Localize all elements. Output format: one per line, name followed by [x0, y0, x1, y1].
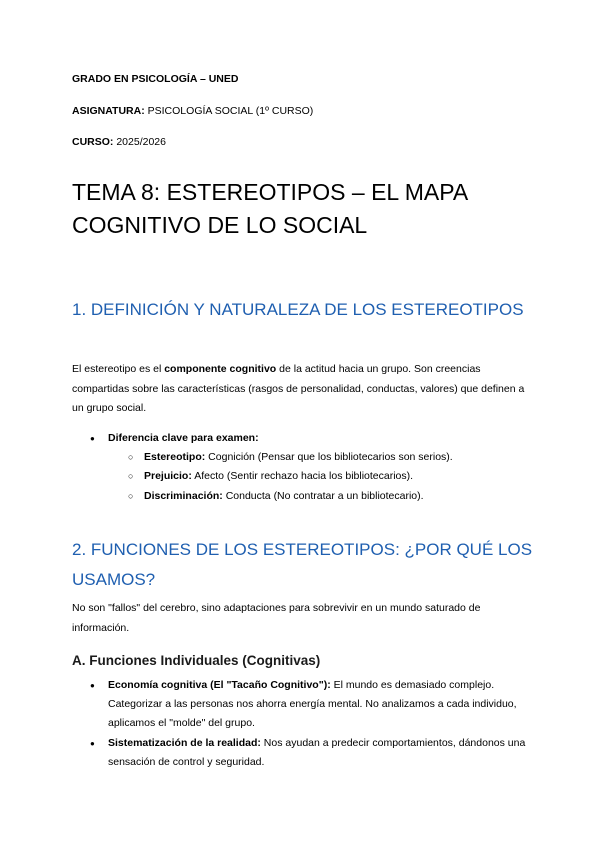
- section1-paragraph: [72, 360, 532, 419]
- document-title: TEMA 8: ESTEREOTIPOS – EL MAPA COGNITIVO DE LO SOCIAL: [72, 179, 467, 238]
- section2-heading: 2. FUNCIONES DE LOS ESTEREOTIPOS: ¿POR QUÉ LOS USAMOS?: [72, 540, 533, 589]
- bullet-dot-icon: ●: [90, 434, 95, 443]
- subject-label: ASIGNATURA:: [72, 105, 145, 117]
- section1-heading: 1. DEFINICIÓN Y NATURALEZA DE LOS ESTEREOTIPOS: [72, 300, 524, 319]
- subject-line: [72, 104, 313, 118]
- bullet-key-difference-label: Diferencia clave para examen:: [108, 432, 259, 444]
- course-line: [72, 135, 166, 149]
- section1-para-before: El estereotipo es el: [72, 363, 165, 375]
- sub-bullet-label: Prejuicio:: [144, 470, 192, 482]
- bullet-item: [90, 676, 538, 733]
- course-value: 2025/2026: [113, 136, 166, 148]
- bullet-label: Sistematización de la realidad:: [108, 737, 261, 749]
- bullet-text: El mundo es demasiado complejo. Categorizar a las personas nos ahorra energía mental. No analizamos a cada individuo, aplicamos el "molde" del grupo.: [108, 679, 517, 729]
- bullet-dot-icon: ●: [90, 739, 95, 748]
- section2-paragraph: No son "fallos" del cerebro, sino adaptaciones para sobrevivir en un mundo saturado de información.: [72, 602, 481, 634]
- circle-bullet-icon: ○: [128, 491, 134, 501]
- sub-bullet-text: Conducta (No contratar a un bibliotecario).: [222, 490, 424, 502]
- sub-bullet-label: Estereotipo:: [144, 451, 206, 463]
- circle-bullet-icon: ○: [128, 471, 134, 481]
- course-label: CURSO:: [72, 136, 114, 148]
- sub-bullet-label: Discriminación:: [144, 490, 223, 502]
- bullet-text: Nos ayudan a predecir comportamientos, dándonos una sensación de control y seguridad.: [108, 737, 526, 768]
- section1-para-bold: componente cognitivo: [164, 363, 277, 375]
- degree-text: GRADO EN PSICOLOGÍA – UNED: [72, 73, 239, 85]
- sub-bullet-item: [128, 487, 544, 506]
- sub-bullet-item: [128, 448, 544, 467]
- bullet-dot-icon: ●: [90, 681, 95, 690]
- section2-subheading: A. Funciones Individuales (Cognitivas): [72, 653, 321, 668]
- degree-line: [72, 72, 238, 86]
- sub-bullet-text: Cognición (Pensar que los bibliotecarios son serios).: [205, 451, 453, 463]
- sub-bullet-item: [128, 467, 544, 486]
- bullet-label: Economía cognitiva (El "Tacaño Cognitivo"):: [108, 679, 331, 691]
- bullet-item: [90, 734, 538, 772]
- sub-bullet-text: Afecto (Sentir rechazo hacia los bibliotecarios).: [191, 470, 414, 482]
- subject-value: PSICOLOGÍA SOCIAL (1º CURSO): [144, 105, 314, 117]
- circle-bullet-icon: ○: [128, 452, 134, 462]
- section1-para-after: de la actitud hacia un grupo. Son creencias compartidas sobre las características (rasgos de personalidad, conductas, valores) que definen a un grupo social.: [72, 363, 525, 414]
- bullet-key-difference: [90, 429, 538, 448]
